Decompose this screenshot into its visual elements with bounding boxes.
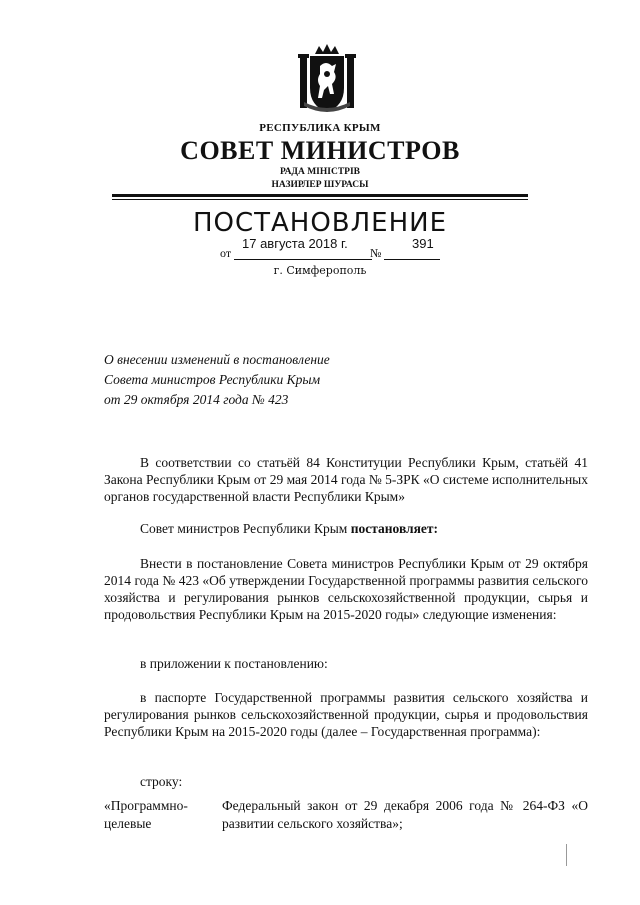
document-date: 17 августа 2018 г. — [242, 236, 348, 251]
body-paragraph-amendment: Внести в постановление Совета министров Республики Крым от 29 октября 2014 года № 423 «Об утверждении Государственной программы развития сельского хозяйства и регулирования рынков сельскохозяйственной продукции, сырья и продовольствия Республики Крым на 2015-2020 годы» следующие изменения: — [104, 556, 588, 622]
number-sign: № — [370, 246, 382, 260]
subject-line: от 29 октября 2014 года № 423 — [104, 392, 289, 407]
resolution-text: Совет министров Республики Крым — [140, 521, 351, 536]
republic-name: РЕСПУБЛИКА КРЫМ — [259, 122, 381, 134]
date-number-line — [220, 236, 450, 262]
council-name-ua: РАДА МІНІСТРІВ — [279, 167, 360, 177]
resolution-verb: постановляет: — [350, 521, 439, 536]
date-underline — [234, 259, 372, 260]
margin-mark — [566, 844, 567, 866]
header-divider-thin — [112, 199, 528, 200]
council-name: СОВЕТ МИНИСТРОВ — [180, 136, 460, 165]
council-name-crh: НАЗИРЛЕР ШУРАСЫ — [271, 180, 369, 190]
document-number: 391 — [412, 236, 434, 251]
subject-line: Совета министров Республики Крым — [104, 372, 321, 387]
document-subject — [104, 350, 330, 410]
document-city: г. Симферополь — [273, 264, 367, 277]
body-paragraph-appendix: в приложении к постановлению: — [140, 656, 328, 671]
table-row-label: «Программно-целевые — [104, 798, 188, 831]
date-prefix: от — [220, 246, 232, 260]
header-divider-thick — [112, 194, 528, 197]
body-paragraph-basis: В соответствии со статьёй 84 Конституции Республики Крым, статьёй 41 Закона Республики Крым от 29 мая 2014 года № 5-ЗРК «О системе исполнительных органов государственной власти Республики Крым» — [104, 455, 588, 504]
subject-line: О внесении изменений в постановление — [104, 352, 330, 367]
body-paragraph-passport: в паспорте Государственной программы развития сельского хозяйства и регулирования рынков сельскохозяйственной продукции, сырья и продовольствия Республики Крым на 2015-2020 годы (далее – Государственная программа): — [104, 690, 588, 739]
number-underline — [384, 259, 440, 260]
coat-of-arms-icon — [298, 44, 356, 114]
body-paragraph-row: строку: — [140, 774, 183, 789]
document-type: ПОСТАНОВЛЕНИЕ — [192, 208, 448, 238]
table-row-value: Федеральный закон от 29 декабря 2006 года № 264-ФЗ «О развитии сельского хозяйства»; — [222, 798, 588, 831]
body-paragraph-resolution — [104, 520, 588, 537]
